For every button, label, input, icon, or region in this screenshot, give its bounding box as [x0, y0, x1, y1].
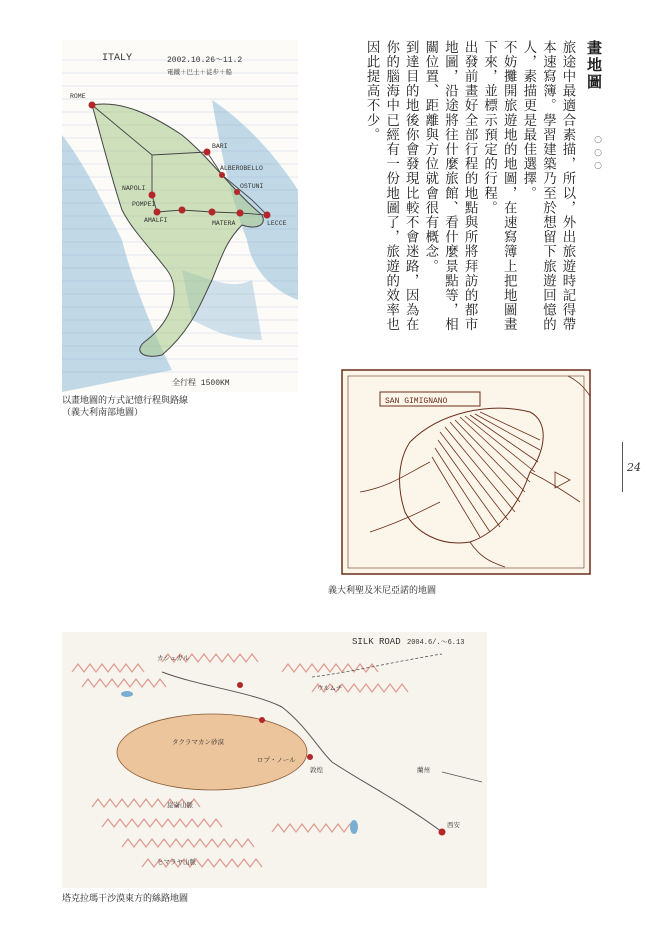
silk-road-label-lopnur: ロプ・ノール: [257, 756, 296, 764]
silk-road-figure: [62, 632, 487, 888]
italy-caption-line-2: （義大利南部地圖）: [62, 408, 144, 418]
silk-road-label-dunhuang: 敦煌: [310, 766, 323, 774]
paragraph-4: 到達目的地後你會發現比較不會迷路，因為在你的腦海中已經有一份地圖了，旅遊的效率也因此提高不少。: [364, 40, 419, 332]
san-gimignano-sketch: [330, 362, 598, 580]
italy-place-matera: MATERA: [212, 220, 236, 227]
silk-road-label-urumqi: ウルムチ: [317, 684, 343, 692]
silk-road-caption: 塔克拉瑪干沙漠東方的絲路地圖: [62, 894, 189, 904]
paragraph-1: 旅途中最適合素描，所以，外出旅遊時記得帶本速寫簿。學習建築乃至於想留下旅遊回憶的人，素描更是最佳選擇。: [520, 40, 575, 332]
silk-road-label-kunlun: 崑崙山脈: [167, 801, 193, 809]
paragraph-2: 不妨攤開旅遊地的地圖，在速寫簿上把地圖畫下來，並標示預定的行程。: [481, 40, 517, 332]
italy-map-caption: [62, 395, 188, 419]
italy-sketch-title: ITALY: [102, 53, 133, 64]
italy-place-napoli: NAPOLI: [122, 185, 146, 192]
page-number-rule: [622, 442, 623, 492]
section-title: 畫地圖: [585, 40, 603, 91]
italy-place-alberobello: ALBEROBELLO: [220, 165, 263, 172]
italy-place-rome: ROME: [70, 93, 86, 100]
silk-road-sketch-dates: 2004.6/.〜6.13: [407, 639, 465, 647]
italy-sketch-subtitle: 電鐵＋巴士＋徒步＋船: [167, 69, 232, 76]
italy-map-sketch: [62, 40, 298, 392]
italy-place-bari: BARI: [212, 143, 228, 150]
italy-place-ostuni: OSTUNI: [240, 183, 264, 190]
san-gimignano-caption: 義大利聖及米尼亞諾的地圖: [328, 586, 437, 596]
san-gimignano-sketch-title: SAN GIMIGNANO: [385, 397, 448, 406]
silk-road-sketch-title: SILK ROAD: [352, 637, 401, 647]
italy-place-pompei: POMPEI: [132, 201, 156, 208]
section-title-ornament: ○○○: [593, 135, 603, 174]
italy-place-lecce: LECCE: [267, 220, 287, 227]
page-number: 24: [627, 461, 641, 474]
silk-road-label-xian: 西安: [447, 821, 460, 829]
silk-road-sketch: [62, 632, 487, 888]
italy-sketch-dates: 2002.10.26～11.2: [167, 56, 243, 65]
italy-caption-line-1: 以畫地圖的方式記憶行程與路線: [62, 396, 189, 406]
san-gimignano-figure: [330, 362, 598, 580]
italy-map-figure: [62, 40, 298, 392]
silk-road-label-himalaya: ヒマラヤ山脈: [157, 858, 196, 866]
italy-place-amalfi: AMALFI: [144, 217, 168, 224]
silk-road-label-desert: タクラマカン砂漠: [172, 738, 224, 746]
paragraph-3: 出發前畫好全部行程的地點與所將拜訪的都市地圖，沿途將往什麼旅館、看什麼景點等，相關位置、距離與方位就會很有概念。: [422, 40, 478, 332]
silk-road-label-lanzhou: 蘭州: [417, 766, 430, 774]
italy-scale-note: 全行程 1500KM: [172, 379, 230, 388]
body-text: [361, 40, 577, 340]
silk-road-label-kashgar: カシュガル: [157, 654, 190, 662]
